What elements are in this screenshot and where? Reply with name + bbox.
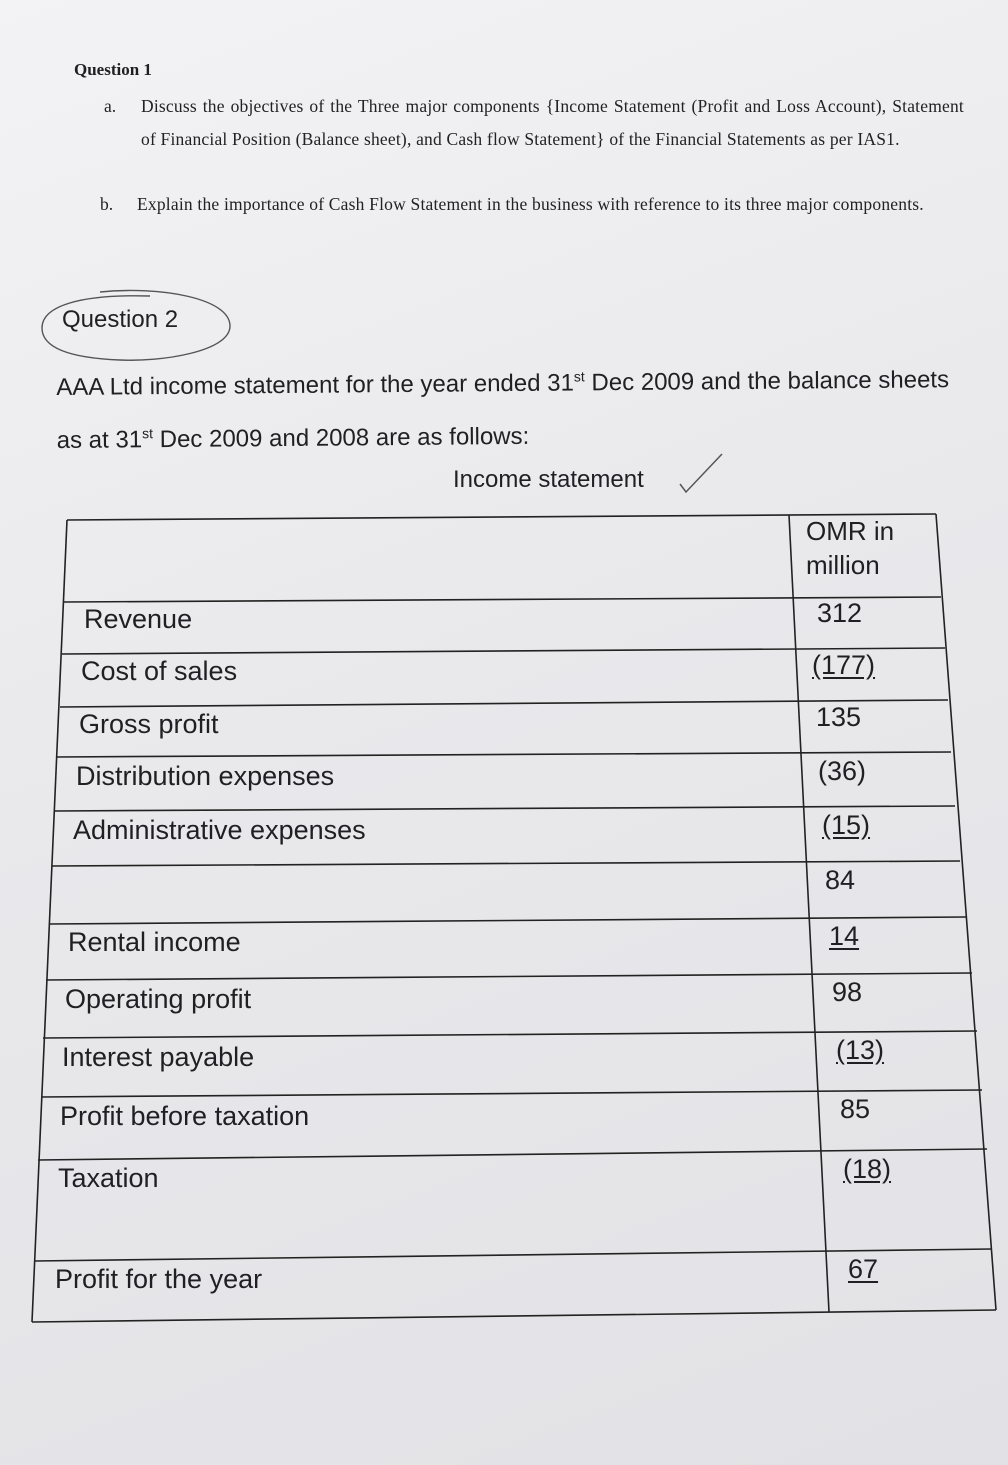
column-header-text: OMR in million	[806, 516, 895, 580]
row-value: 85	[840, 1094, 871, 1124]
row-value: 67	[848, 1254, 879, 1284]
item-text: Discuss the objectives of the Three major components {Income Statement (Profit and Loss Account), Statement of Financial Position (Balance sheet), and Cash flow Statement} of the Financial Statements as per IAS1.	[141, 96, 964, 149]
table-caption: Income statement	[453, 466, 644, 493]
intro-text: Dec 2009 and 2008 are as follows:	[152, 422, 530, 454]
row-label: Interest payable	[62, 1042, 255, 1072]
row-label: Taxation	[58, 1163, 159, 1193]
question-1-heading: Question 1	[74, 60, 152, 79]
row-label: Rental income	[68, 927, 241, 957]
row-label: Gross profit	[79, 709, 219, 739]
row-label: Revenue	[84, 604, 193, 634]
item-marker: a.	[104, 96, 117, 116]
row-value: 135	[816, 702, 862, 732]
question-2-heading: Question 2	[62, 306, 179, 333]
row-value: 312	[817, 598, 863, 628]
row-value: (13)	[836, 1035, 885, 1065]
row-value: (36)	[818, 756, 867, 786]
item-text: Explain the importance of Cash Flow Statement in the business with reference to its three major components.	[137, 194, 924, 214]
intro-sup: st	[141, 425, 154, 442]
row-value: 84	[825, 865, 856, 895]
row-label: Operating profit	[65, 984, 252, 1014]
row-label: Distribution expenses	[76, 761, 335, 791]
row-label: Profit before taxation	[60, 1101, 310, 1131]
row-value: (15)	[822, 810, 871, 840]
row-label: Profit for the year	[55, 1264, 263, 1294]
intro-sup: st	[573, 368, 585, 385]
intro-text: AAA Ltd income statement for the year ended 31	[56, 369, 575, 401]
row-value: (177)	[812, 650, 876, 680]
column-header-omr	[806, 514, 906, 582]
intro-text: Dec 2009 and the balance sheets as at 31	[56, 366, 950, 454]
row-value: 98	[832, 977, 863, 1007]
row-value: (18)	[843, 1154, 892, 1184]
row-label: Cost of sales	[81, 656, 238, 686]
row-label: Administrative expenses	[73, 815, 366, 845]
item-marker: b.	[100, 194, 114, 214]
row-value: 14	[829, 921, 860, 951]
